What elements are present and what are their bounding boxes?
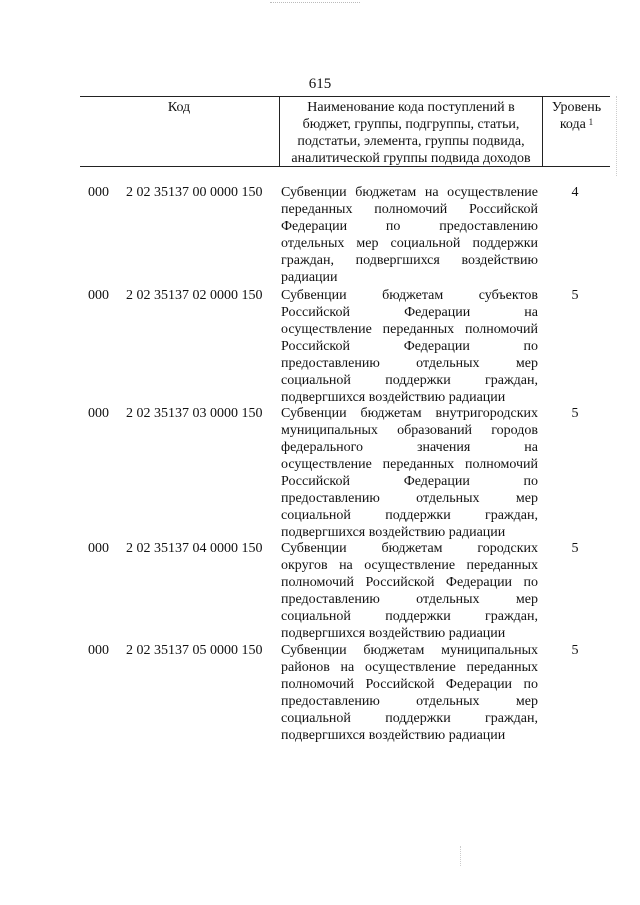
revenue-code: 2 02 35137 05 0000 150	[126, 643, 263, 658]
revenue-name-line: радиации	[281, 270, 338, 285]
revenue-name-line: социальной поддержки граждан,	[281, 373, 538, 388]
header-level-word: кода	[559, 117, 586, 132]
revenue-name-line: предоставлению отдельных мер	[281, 592, 538, 607]
revenue-name-line: переданных полномочий Российской	[281, 202, 538, 217]
header-name-line: подстатьи, элемента, группы подвида,	[297, 134, 525, 149]
revenue-name	[281, 642, 538, 744]
revenue-name	[281, 405, 538, 541]
header-name-line: Наименование кода поступлений в	[307, 100, 515, 115]
revenue-name-line: Российской Федерации по	[281, 474, 538, 489]
revenue-name-line: социальной поддержки граждан,	[281, 711, 538, 726]
revenue-name-line: полномочий Российской Федерации по	[281, 677, 538, 692]
revenue-name-line: муниципальных образований городов	[281, 423, 538, 438]
header-code: Код	[167, 100, 191, 115]
revenue-name-line: подвергшихся воздействию радиации	[281, 626, 506, 641]
revenue-name-line: предоставлению отдельных мер	[281, 356, 538, 371]
revenue-name-line: осуществление переданных полномочий	[281, 457, 538, 472]
header-level-line: Уровень	[551, 100, 602, 115]
revenue-name-line: социальной поддержки граждан,	[281, 609, 538, 624]
revenue-name	[281, 287, 538, 406]
revenue-name	[281, 184, 538, 286]
revenue-code: 2 02 35137 04 0000 150	[126, 541, 263, 556]
table-header	[80, 97, 610, 167]
code-level: 5	[571, 643, 579, 658]
code-level: 5	[571, 406, 579, 421]
code-level: 5	[571, 288, 579, 303]
header-name-line: бюджет, группы, подгруппы, статьи,	[302, 117, 520, 132]
code-level: 4	[571, 185, 579, 200]
admin-code: 000	[88, 643, 109, 658]
revenue-name-line: федерального значения на	[281, 440, 538, 455]
page-number: 615	[308, 76, 332, 92]
revenue-name-line: отдельных мер социальной поддержки	[281, 236, 538, 251]
revenue-name-line: Субвенции бюджетам муниципальных	[281, 643, 538, 658]
revenue-name-line: социальной поддержки граждан,	[281, 508, 538, 523]
revenue-name-line: Субвенции бюджетам внутригородских	[281, 406, 538, 421]
revenue-name-line: подвергшихся воздействию радиации	[281, 728, 506, 743]
scan-mark-right	[616, 96, 617, 176]
scan-mark-bottom	[460, 846, 461, 866]
admin-code: 000	[88, 288, 109, 303]
revenue-name-line: подвергшихся воздействию радиации	[281, 390, 506, 405]
header-level-line	[543, 116, 610, 133]
revenue-name-line: Федерации по предоставлению	[281, 219, 538, 234]
revenue-name-line: Российской Федерации по	[281, 339, 538, 354]
scan-mark-top	[270, 2, 360, 3]
revenue-name-line: предоставлению отдельных мер	[281, 694, 538, 709]
revenue-name-line: граждан, подвергшихся воздействию	[281, 253, 538, 268]
admin-code: 000	[88, 185, 109, 200]
revenue-name-line: Субвенции бюджетам субъектов	[281, 288, 538, 303]
revenue-name-line: осуществление переданных полномочий	[281, 322, 538, 337]
header-name-line: аналитической группы подвида доходов	[291, 151, 531, 166]
revenue-name	[281, 540, 538, 642]
revenue-name-line: Российской Федерации на	[281, 305, 538, 320]
admin-code: 000	[88, 541, 109, 556]
revenue-name-line: округов на осуществление переданных	[281, 558, 538, 573]
revenue-name-line: районов на осуществление переданных	[281, 660, 538, 675]
admin-code: 000	[88, 406, 109, 421]
revenue-code: 2 02 35137 02 0000 150	[126, 288, 263, 303]
revenue-code: 2 02 35137 03 0000 150	[126, 406, 263, 421]
revenue-name-line: подвергшихся воздействию радиации	[281, 525, 506, 540]
revenue-name-line: полномочий Российской Федерации по	[281, 575, 538, 590]
header-level	[543, 99, 610, 133]
revenue-name-line: предоставлению отдельных мер	[281, 491, 538, 506]
revenue-code: 2 02 35137 00 0000 150	[126, 185, 263, 200]
footnote-mark: 1	[588, 117, 594, 127]
code-level: 5	[571, 541, 579, 556]
header-name	[280, 99, 542, 167]
revenue-name-line: Субвенции бюджетам городских	[281, 541, 538, 556]
revenue-name-line: Субвенции бюджетам на осуществление	[281, 185, 538, 200]
